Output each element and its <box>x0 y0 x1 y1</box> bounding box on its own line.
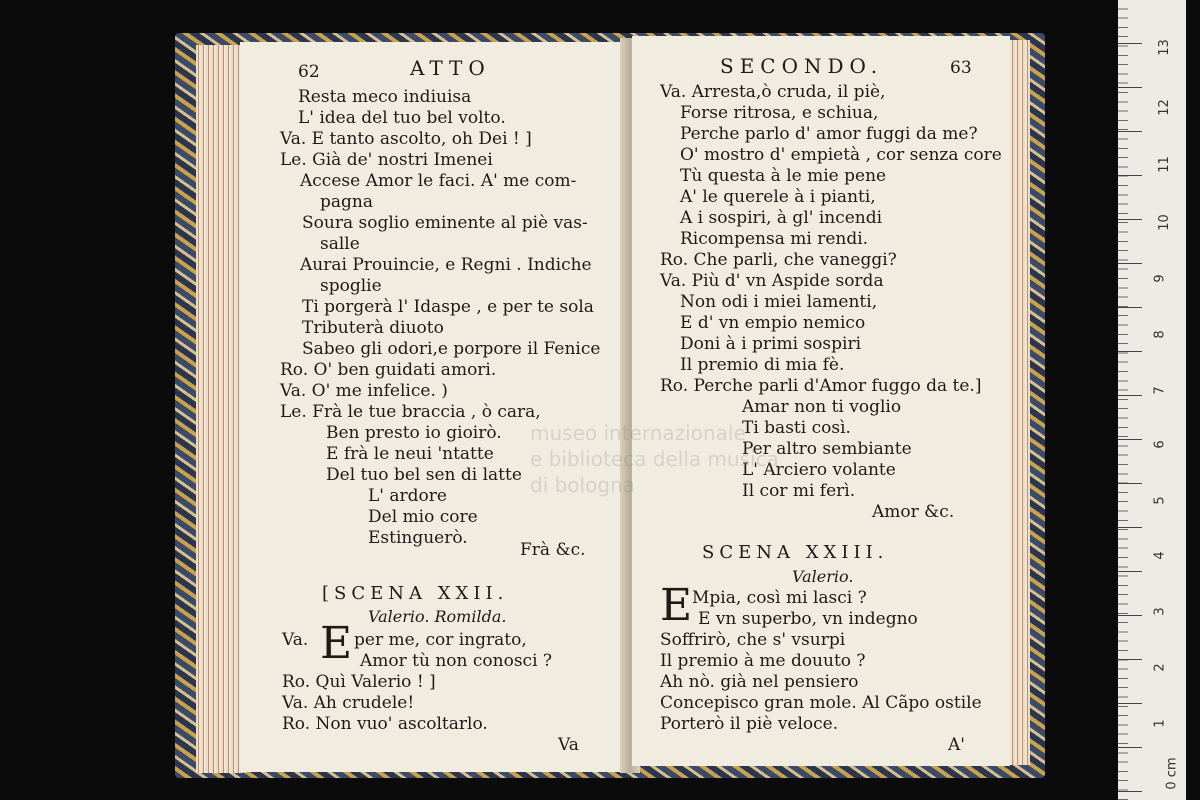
drop-cap: E <box>660 580 693 631</box>
drop-cap: E <box>320 618 353 669</box>
text-line: Ro. Che parli, che vaneggi? <box>660 250 897 270</box>
text-line: L' ardore <box>368 486 447 506</box>
scene-title: SCENA XXIII. <box>702 542 889 563</box>
running-header: ATTO <box>410 56 491 80</box>
ruler-mark: 13 <box>1156 39 1172 56</box>
right-page <box>632 36 1010 766</box>
text-line: Va. Ah crudele! <box>282 693 415 713</box>
ruler-major-ticks <box>1118 0 1142 800</box>
text-line: Concepisco gran mole. Al Cãpo ostile <box>660 693 982 713</box>
text-line: Perche parlo d' amor fuggi da me? <box>680 124 978 144</box>
text-line: Tributerà diuoto <box>302 318 444 338</box>
text-line: Sabeo gli odori,e porpore il Fenice <box>302 339 601 359</box>
text-line: E frà le neui 'ntatte <box>326 444 494 464</box>
ruler-mark: 5 <box>1152 496 1168 505</box>
catchword: A' <box>948 735 965 755</box>
text-line: Va. O' me infelice. ) <box>280 381 448 401</box>
scene-characters: Valerio. <box>792 567 854 586</box>
text-line: Ben presto io gioirò. <box>326 423 502 443</box>
catchword: Va <box>558 735 579 755</box>
text-line: Ro. Quì Valerio ! ] <box>282 672 436 692</box>
page-number: 62 <box>298 62 320 82</box>
text-line: Va. <box>282 630 309 650</box>
text-line: Ro. O' ben guidati amori. <box>280 360 497 380</box>
text-line: Doni à i primi sospiri <box>680 334 862 354</box>
text-line: per me, cor ingrato, <box>354 630 527 650</box>
text-line: Il cor mi ferì. <box>742 481 856 501</box>
text-line: L' Arciero volante <box>742 460 896 480</box>
text-line: Del mio core <box>368 507 478 527</box>
watermark-line: e biblioteca della musica <box>530 447 779 471</box>
text-line: Il premio à me douuto ? <box>660 651 866 671</box>
text-line: Ricompensa mi rendi. <box>680 229 869 249</box>
text-line: A i sospiri, à gl' incendi <box>680 208 883 228</box>
watermark-line: museo internazionale <box>530 421 746 445</box>
watermark <box>530 420 779 498</box>
text-line: Resta meco indiuisa <box>298 87 472 107</box>
text-line: E d' vn empio nemico <box>680 313 866 333</box>
text-line: Il premio di mia fè. <box>680 355 845 375</box>
ruler-mark: 11 <box>1156 156 1172 173</box>
text-line: Soffrirò, che s' vsurpi <box>660 630 846 650</box>
text-line: Soura soglio eminente al piè vas- <box>302 213 588 233</box>
text-line: Tù questa à le mie pene <box>680 166 887 186</box>
text-line: Ro. Non vuo' ascoltarlo. <box>282 714 488 734</box>
text-line: Ro. Perche parli d'Amor fuggo da te.] <box>660 376 982 396</box>
text-line: Le. Già de' nostri Imenei <box>280 150 493 170</box>
text-line: O' mostro d' empietà , cor senza core <box>680 145 1002 165</box>
text-line: Amar non ti voglio <box>742 397 902 417</box>
ruler-mark: 7 <box>1152 386 1168 395</box>
text-line: A' le querele à i pianti, <box>680 187 876 207</box>
text-line: Ti porgerà l' Idaspe , e per te sola <box>302 297 594 317</box>
text-line: Per altro sembiante <box>742 439 912 459</box>
ruler-mark: 2 <box>1152 663 1168 672</box>
scene-characters: Valerio. Romilda. <box>368 607 507 626</box>
text-line: Ti basti così. <box>742 418 851 438</box>
text-line: Le. Frà le tue braccia , ò cara, <box>280 402 541 422</box>
ruler-mark: 1 <box>1152 719 1168 728</box>
text-line: Va. Più d' vn Aspide sorda <box>660 271 884 291</box>
text-line: Estinguerò. <box>368 528 468 548</box>
text-line: E vn superbo, vn indegno <box>698 609 918 629</box>
text-line: pagna <box>320 192 373 212</box>
text-line: Porterò il piè veloce. <box>660 714 839 734</box>
watermark-line: di bologna <box>530 473 635 497</box>
text-line: Ah nò. già nel pensiero <box>660 672 859 692</box>
running-header: SECONDO. <box>720 54 884 78</box>
text-line: Non odi i miei lamenti, <box>680 292 878 312</box>
text-line: Va. Arresta,ò cruda, il piè, <box>660 82 886 102</box>
text-line: salle <box>320 234 360 254</box>
text-line: Forse ritrosa, e schiua, <box>680 103 879 123</box>
page-number: 63 <box>950 58 972 78</box>
text-line: Frà &c. <box>520 540 586 560</box>
ruler-mark: 9 <box>1152 274 1168 283</box>
text-line: Accese Amor le faci. A' me com- <box>300 171 577 191</box>
text-line: spoglie <box>320 276 382 296</box>
ruler-mark: 8 <box>1152 330 1168 339</box>
ruler-mark: 4 <box>1152 551 1168 560</box>
ruler-mark: 12 <box>1156 99 1172 116</box>
text-line: Mpia, così mi lasci ? <box>692 588 867 608</box>
page-edges-left <box>196 45 246 773</box>
ruler-unit: 0 cm <box>1164 757 1180 790</box>
ruler-mark: 3 <box>1152 607 1168 616</box>
ruler-mark: 6 <box>1152 440 1168 449</box>
text-line: Del tuo bel sen di latte <box>326 465 522 485</box>
ruler-mark: 10 <box>1156 214 1172 231</box>
text-line: Amor tù non conosci ? <box>360 651 553 671</box>
text-line: Amor &c. <box>872 502 955 522</box>
text-line: Aurai Prouincie, e Regni . Indiche <box>300 255 592 275</box>
left-page <box>240 42 625 772</box>
scene-title: [SCENA XXII. <box>322 583 509 604</box>
text-line: Va. E tanto ascolto, oh Dei ! ] <box>280 129 532 149</box>
text-line: L' idea del tuo bel volto. <box>298 108 506 128</box>
